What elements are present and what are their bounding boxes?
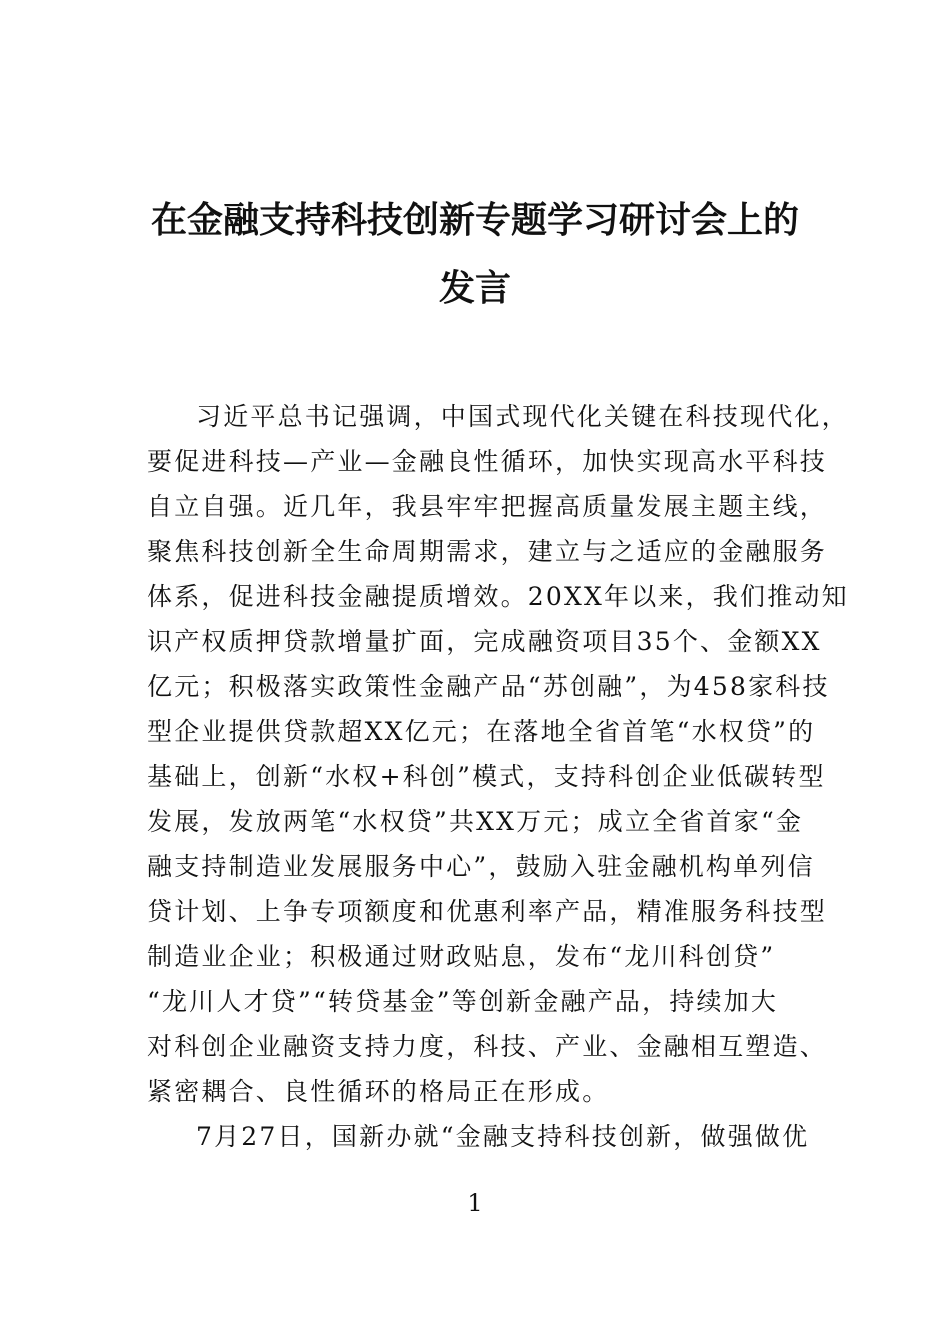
body-line-3: 自立自强。近几年，我县牢牢把握高质量发展主题主线， bbox=[147, 492, 828, 521]
body-line-15: 对科创企业融资支持力度，科技、产业、金融相互塑造、 bbox=[147, 1032, 828, 1061]
body-line-16: 紧密耦合、良性循环的格局正在形成。 bbox=[147, 1077, 610, 1106]
document-title-line-2: 发言 bbox=[438, 267, 511, 309]
body-line-8: 型企业提供贷款超XX亿元；在落地全省首笔“水权贷”的 bbox=[147, 717, 816, 746]
body-line-6: 识产权质押贷款增量扩面，完成融资项目35个、金额XX bbox=[147, 627, 822, 656]
body-line-13: 制造业企业；积极通过财政贴息，发布“龙川科创贷” bbox=[147, 942, 776, 971]
body-line-2: 要促进科技—产业—金融良性循环，加快实现高水平科技 bbox=[147, 447, 828, 476]
body-line-12: 贷计划、上争专项额度和优惠利率产品，精准服务科技型 bbox=[147, 897, 828, 926]
body-line-9: 基础上，创新“水权+科创”模式，支持科创企业低碳转型 bbox=[147, 762, 826, 791]
document-title-line-1: 在金融支持科技创新专题学习研讨会上的 bbox=[150, 199, 799, 241]
body-line-1: 习近平总书记强调，中国式现代化关键在科技现代化， bbox=[196, 402, 849, 431]
body-line-14: “龙川人才贷”“转贷基金”等创新金融产品，持续加大 bbox=[147, 987, 779, 1016]
body-line-10: 发展，发放两笔“水权贷”共XX万元；成立全省首家“金 bbox=[147, 807, 804, 836]
page-number: 1 bbox=[467, 1189, 483, 1217]
body-line-17: 7月27日，国新办就“金融支持科技创新，做强做优 bbox=[196, 1122, 810, 1151]
body-line-4: 聚焦科技创新全生命周期需求，建立与之适应的金融服务 bbox=[147, 537, 828, 566]
body-line-5: 体系，促进科技金融提质增效。20XX年以来，我们推动知 bbox=[147, 582, 849, 611]
body-line-11: 融支持制造业发展服务中心”，鼓励入驻金融机构单列信 bbox=[147, 852, 815, 881]
body-line-7: 亿元；积极落实政策性金融产品“苏创融”，为458家科技 bbox=[147, 672, 830, 701]
